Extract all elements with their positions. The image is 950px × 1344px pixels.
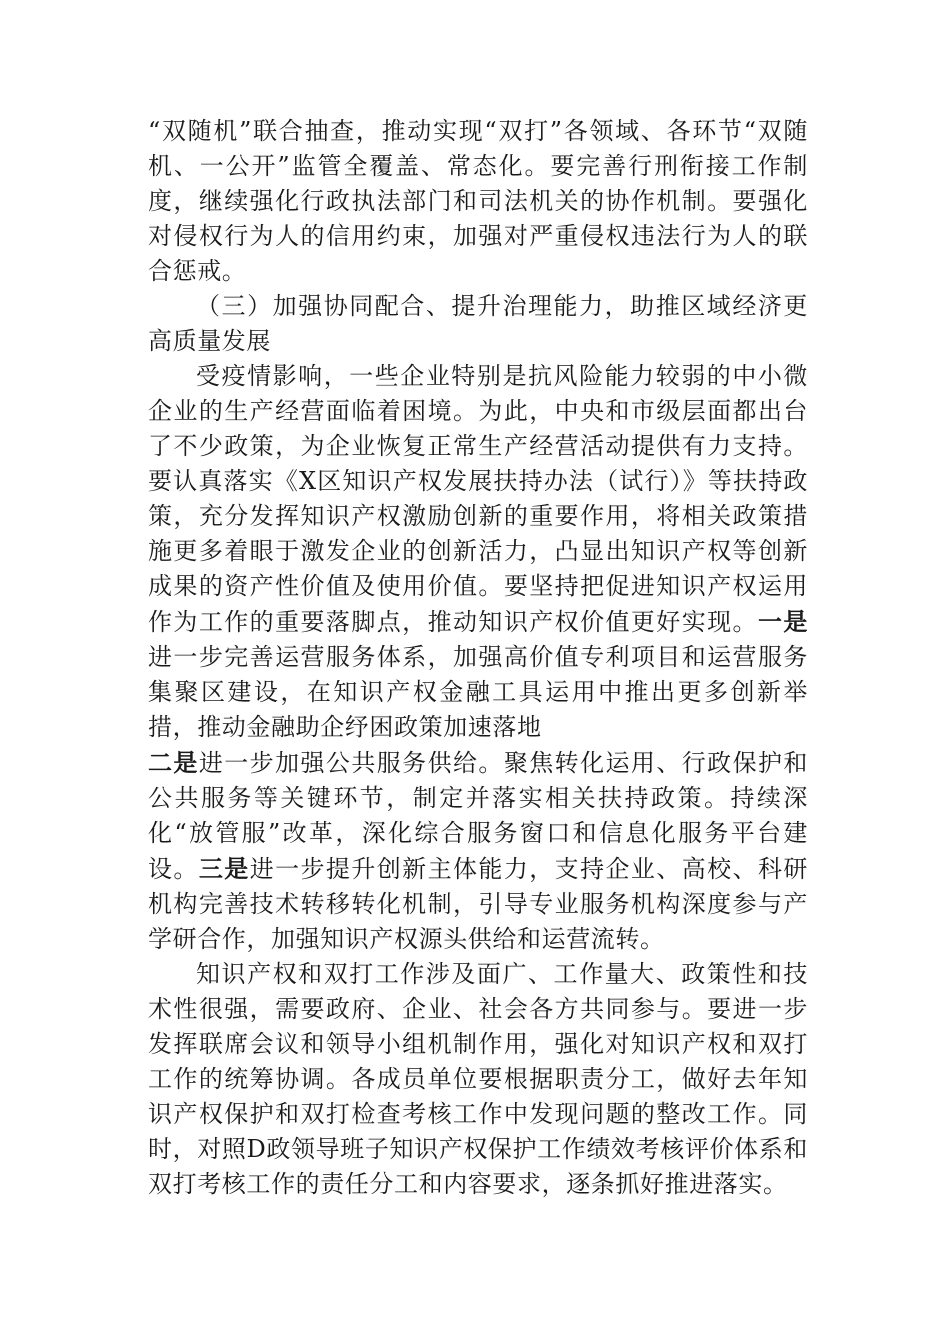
paragraph-coordination: 知识产权和双打工作涉及面广、工作量大、政策性和技术性很强，需要政府、企业、社会各方共同参与。要进一步发挥联席会议和领导小组机制作用，强化对知识产权和双打工作的统筹协调。各成员单位要根据职责分工，做好去年知识产权保护和双打检查考核工作中发现问题的整改工作。同时，对照D政领导班子知识产权保护工作绩效考核评价体系和双打考核工作的责任分工和内容要求，逐条抓好推进落实。	[148, 960, 808, 1198]
paragraph-support-policies	[148, 359, 808, 957]
third-point-text: 进一步提升创新主体能力，支持企业、高校、科研机构完善技术转移转化机制，引导专业服务机构深度参与产学研合作，加强知识产权源头供给和运营流转。	[148, 855, 809, 953]
paragraph-continuation: “双随机”联合抽查，推动实现“双打”各领域、各环节“双随机、一公开”监管全覆盖、常态化。要完善行刑衔接工作制度，继续强化行政执法部门和司法机关的协作机制。要强化对侵权行为人的信用约束，加强对严重侵权违法行为人的联合惩戒。	[148, 117, 808, 285]
second-point-label: 二是	[148, 748, 199, 777]
second-point-text: 进一步加强公共服务供给。聚焦转化运用、行政保护和公共服务等关键环节，制定并落实相关扶持政策。持续深化“放管服”改革，深化综合服务窗口和信息化服务平台建设。	[148, 749, 809, 883]
first-point-label: 一是	[757, 607, 809, 636]
document-body	[148, 114, 808, 1202]
first-point-text: 进一步完善运营服务体系，加强高价值专利项目和运营服务集聚区建设，在知识产权金融工具运用中推出更多创新举措，推动金融助企纾困政策加速落地	[148, 643, 808, 741]
paragraph-intro-text: 受疫情影响，一些企业特别是抗风险能力较弱的中小微企业的生产经营面临着困境。为此，中央和市级层面都出台了不少政策，为企业恢复正常生产经营活动提供有力支持。要认真落实《X区知识产权发展扶持办法（试行）》等扶持政策，充分发挥知识产权激励创新的重要作用，将相关政策措施更多着眼于激发企业的创新活力，凸显出知识产权等创新成果的资产性价值及使用价值。要坚持把促进知识产权运用作为工作的重要落脚点，推动知识产权价值更好实现。	[148, 362, 808, 636]
section-heading-3: （三）加强协同配合、提升治理能力，助推区域经济更高质量发展	[148, 292, 808, 355]
third-point-label: 三是	[198, 854, 250, 883]
